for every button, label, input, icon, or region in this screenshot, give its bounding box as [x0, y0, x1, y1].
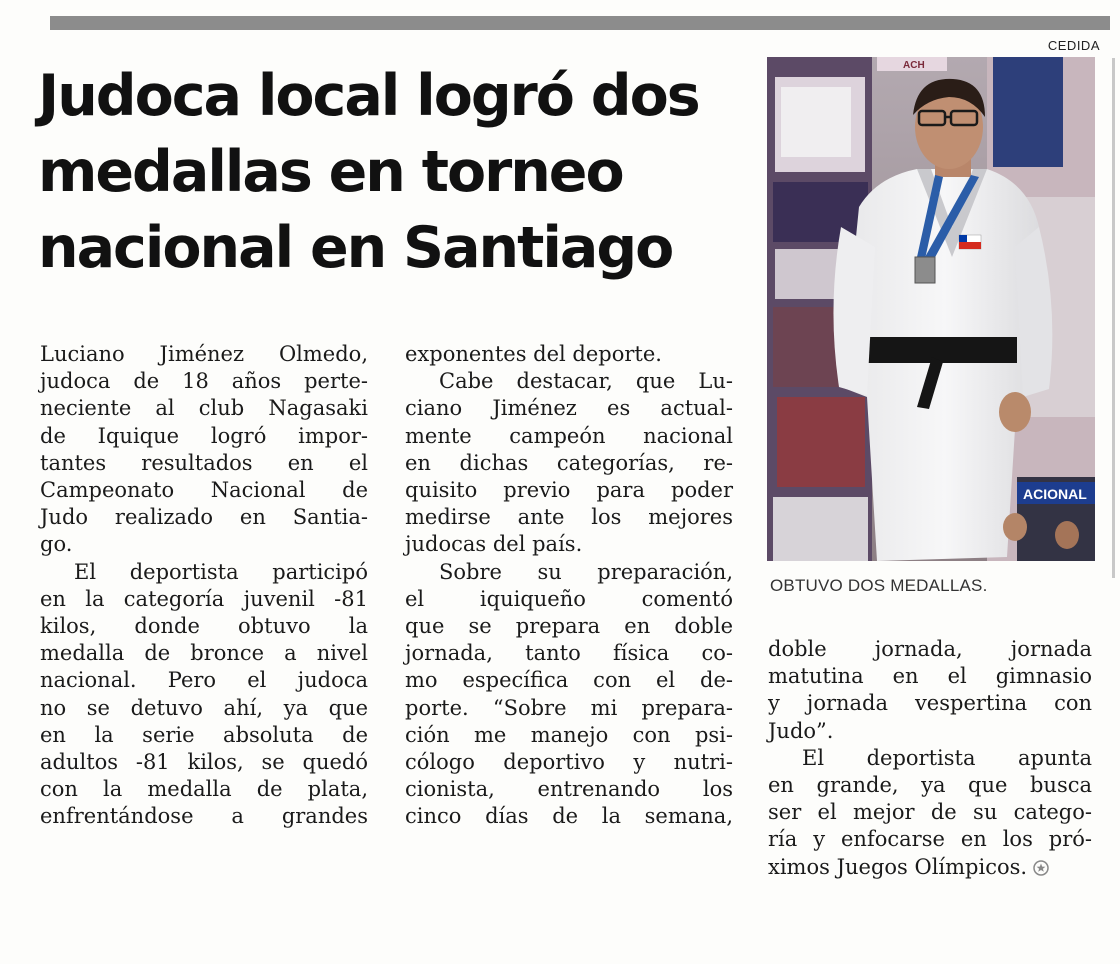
text-line: Luciano Jiménez Olmedo,	[40, 342, 368, 366]
text-line: quisito previo para poder	[405, 478, 733, 503]
judoka-photo	[767, 57, 1095, 561]
text-line: Judo realizado en Santia-	[40, 505, 368, 530]
text-line: Cabe destacar, que Lu-	[439, 369, 733, 394]
text-line: mente campeón nacional	[405, 423, 733, 448]
text-line: exponentes del deporte.	[405, 342, 662, 366]
article-column-1	[40, 341, 368, 831]
text-line: no se detuvo ahí, ya que	[40, 695, 368, 720]
text-line: mo específica con el de-	[405, 668, 733, 693]
article-column-2	[405, 341, 733, 831]
text-line: ción me manejo con psi-	[405, 722, 733, 747]
article-column-3	[768, 636, 1092, 881]
star-circle-icon	[1033, 860, 1049, 876]
text-line: en dichas categorías, re-	[405, 450, 733, 475]
text-line: en la serie absoluta de	[40, 722, 368, 747]
text-line: de Iquique logró impor-	[40, 423, 368, 448]
text-line: ría y enfocarse en los pró-	[768, 827, 1092, 852]
photo-credit: CEDIDA	[1047, 38, 1100, 53]
text-line: ciano Jiménez es actual-	[405, 396, 733, 421]
text-line: cinco días de la semana,	[405, 804, 733, 829]
text-line: go.	[40, 532, 73, 557]
photo-caption: OBTUVO DOS MEDALLAS.	[770, 576, 988, 595]
text-line: medalla de bronce a nivel	[40, 641, 368, 666]
text-line: El deportista participó	[74, 559, 368, 584]
sign-text: ACH	[903, 60, 925, 71]
text-line: enfrentándose a grandes	[40, 804, 368, 829]
text-line: nacional. Pero el judoca	[40, 668, 368, 693]
headline-line: medallas en torneo	[38, 139, 623, 205]
text-line: judoca de 18 años perte-	[40, 369, 368, 394]
text-line: neciente al club Nagasaki	[40, 396, 368, 421]
headline-line: Judoca local logró dos	[38, 63, 699, 129]
headline	[38, 58, 758, 286]
text-line: jornada, tanto física co-	[405, 641, 733, 666]
text-line: porte. “Sobre mi prepara-	[405, 695, 733, 720]
headline-line: nacional en Santiago	[38, 215, 673, 281]
text-line: medirse ante los mejores	[405, 505, 733, 530]
text-line: adultos -81 kilos, se quedó	[40, 750, 368, 775]
text-line: Judo”.	[768, 718, 834, 743]
text-line: en la categoría juvenil -81	[40, 586, 368, 611]
text-line: ximos Juegos Olímpicos.	[768, 854, 1028, 879]
judoka-photo-illustration	[767, 57, 1095, 561]
text-line: con la medalla de plata,	[40, 777, 368, 802]
text-line: el iquiqueño comentó	[405, 586, 733, 611]
sign-text: ACIONAL	[1023, 486, 1087, 502]
text-line-last	[768, 854, 1092, 881]
text-line: y jornada vespertina con	[768, 691, 1092, 716]
text-line: cólogo deportivo y nutri-	[405, 750, 733, 775]
text-line: matutina en el gimnasio	[768, 664, 1092, 689]
text-line: El deportista apunta	[802, 745, 1092, 770]
text-line: cionista, entrenando los	[405, 777, 733, 802]
text-line: doble jornada, jornada	[768, 637, 1092, 661]
text-line: kilos, donde obtuvo la	[40, 614, 368, 639]
text-line: ser el mejor de su catego-	[768, 800, 1092, 825]
text-line: en grande, ya que busca	[768, 773, 1092, 798]
text-line: Campeonato Nacional de	[40, 478, 368, 503]
text-line: Sobre su preparación,	[439, 559, 733, 584]
text-line: que se prepara en doble	[405, 614, 733, 639]
text-line: tantes resultados en el	[40, 450, 368, 475]
top-rule	[50, 16, 1110, 30]
column-divider	[1112, 58, 1115, 578]
text-line: judocas del país.	[405, 532, 583, 557]
